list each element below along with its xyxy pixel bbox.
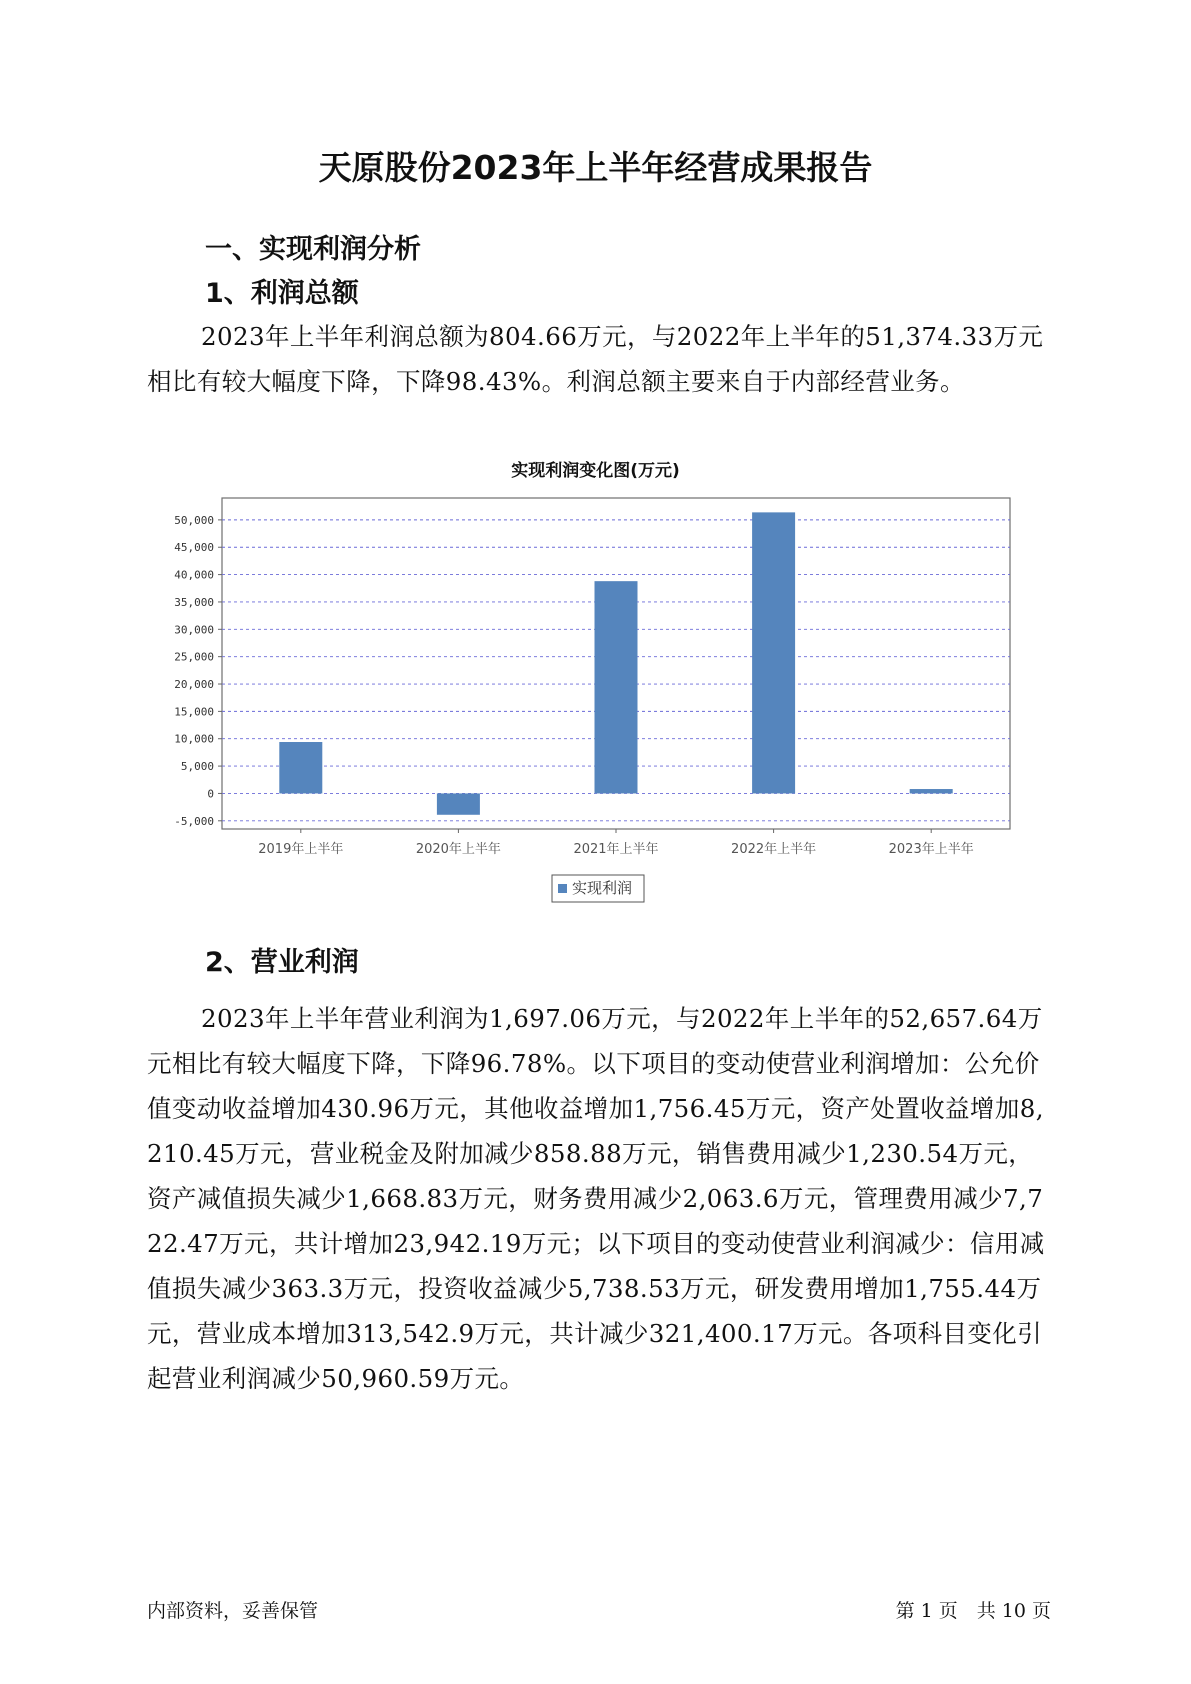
chart-title: 实现利润变化图(万元): [511, 461, 680, 481]
x-tick-label: 2019年上半年: [258, 842, 344, 857]
y-tick-label: 20,000: [174, 678, 214, 692]
y-tick-label: 50,000: [174, 513, 214, 527]
paragraph-total-profit: 2023年上半年利润总额为804.66万元，与2022年上半年的51,374.33万元相比有较大幅度下降，下降98.43%。利润总额主要来自于内部经营业务。: [147, 322, 1044, 396]
legend-label: 实现利润: [572, 879, 633, 897]
x-axis-ticks: [258, 829, 973, 857]
bar: [595, 581, 638, 793]
x-tick-label: 2021年上半年: [573, 842, 659, 857]
y-tick-label: 40,000: [174, 568, 214, 582]
x-tick-label: 2023年上半年: [888, 842, 974, 857]
y-axis-ticks: [174, 514, 222, 828]
page-title: 天原股份2023年上半年经营成果报告: [318, 148, 873, 187]
y-tick-label: 30,000: [174, 623, 214, 637]
y-tick-label: -5,000: [174, 814, 214, 828]
paragraph-operating-profit: 2023年上半年营业利润为1,697.06万元，与2022年上半年的52,657.64万元相比有较大幅度下降，下降96.78%。以下项目的变动使营业利润增加：公允价值变动收益增加430.96万元，其他收益增加1,756.45万元，资产处置收益增加8,210.45万元，营业税金及附加减少858.88万元，销售费用减少1,230.54万元，资产减值损失减少1,668.83万元，财务费用减少2,063.6万元，管理费用减少7,722.47万元，共计增加23,942.19万元；以下项目的变动使营业利润减少：信用减值损失减少363.3万元，投资收益减少5,738.53万元，研发费用增加1,755.44万元，营业成本增加313,542.9万元，共计减少321,400.17万元。各项科目变化引起营业利润减少50,960.59万元。: [147, 1004, 1045, 1393]
bar: [279, 742, 322, 793]
x-tick-label: 2022年上半年: [731, 842, 817, 857]
y-tick-label: 0: [207, 787, 214, 801]
bar: [437, 793, 480, 814]
subsection-heading-operating-profit: 2、营业利润: [205, 947, 359, 978]
legend-swatch: [558, 884, 567, 893]
y-tick-label: 35,000: [174, 595, 214, 609]
footer-page-number: 第 1 页 共 10 页: [895, 1600, 1051, 1622]
bar: [752, 512, 795, 793]
subsection-heading-total-profit: 1、利润总额: [205, 278, 359, 309]
footer-confidential-note: 内部资料，妥善保管: [147, 1600, 319, 1622]
y-tick-label: 10,000: [174, 732, 214, 746]
x-tick-label: 2020年上半年: [415, 842, 501, 857]
y-tick-label: 45,000: [174, 541, 214, 555]
y-tick-label: 15,000: [174, 705, 214, 719]
y-tick-label: 5,000: [180, 760, 214, 774]
legend: [552, 875, 644, 902]
y-tick-label: 25,000: [174, 650, 214, 664]
bar: [910, 789, 953, 793]
section-heading-profit-analysis: 一、实现利润分析: [205, 234, 421, 265]
